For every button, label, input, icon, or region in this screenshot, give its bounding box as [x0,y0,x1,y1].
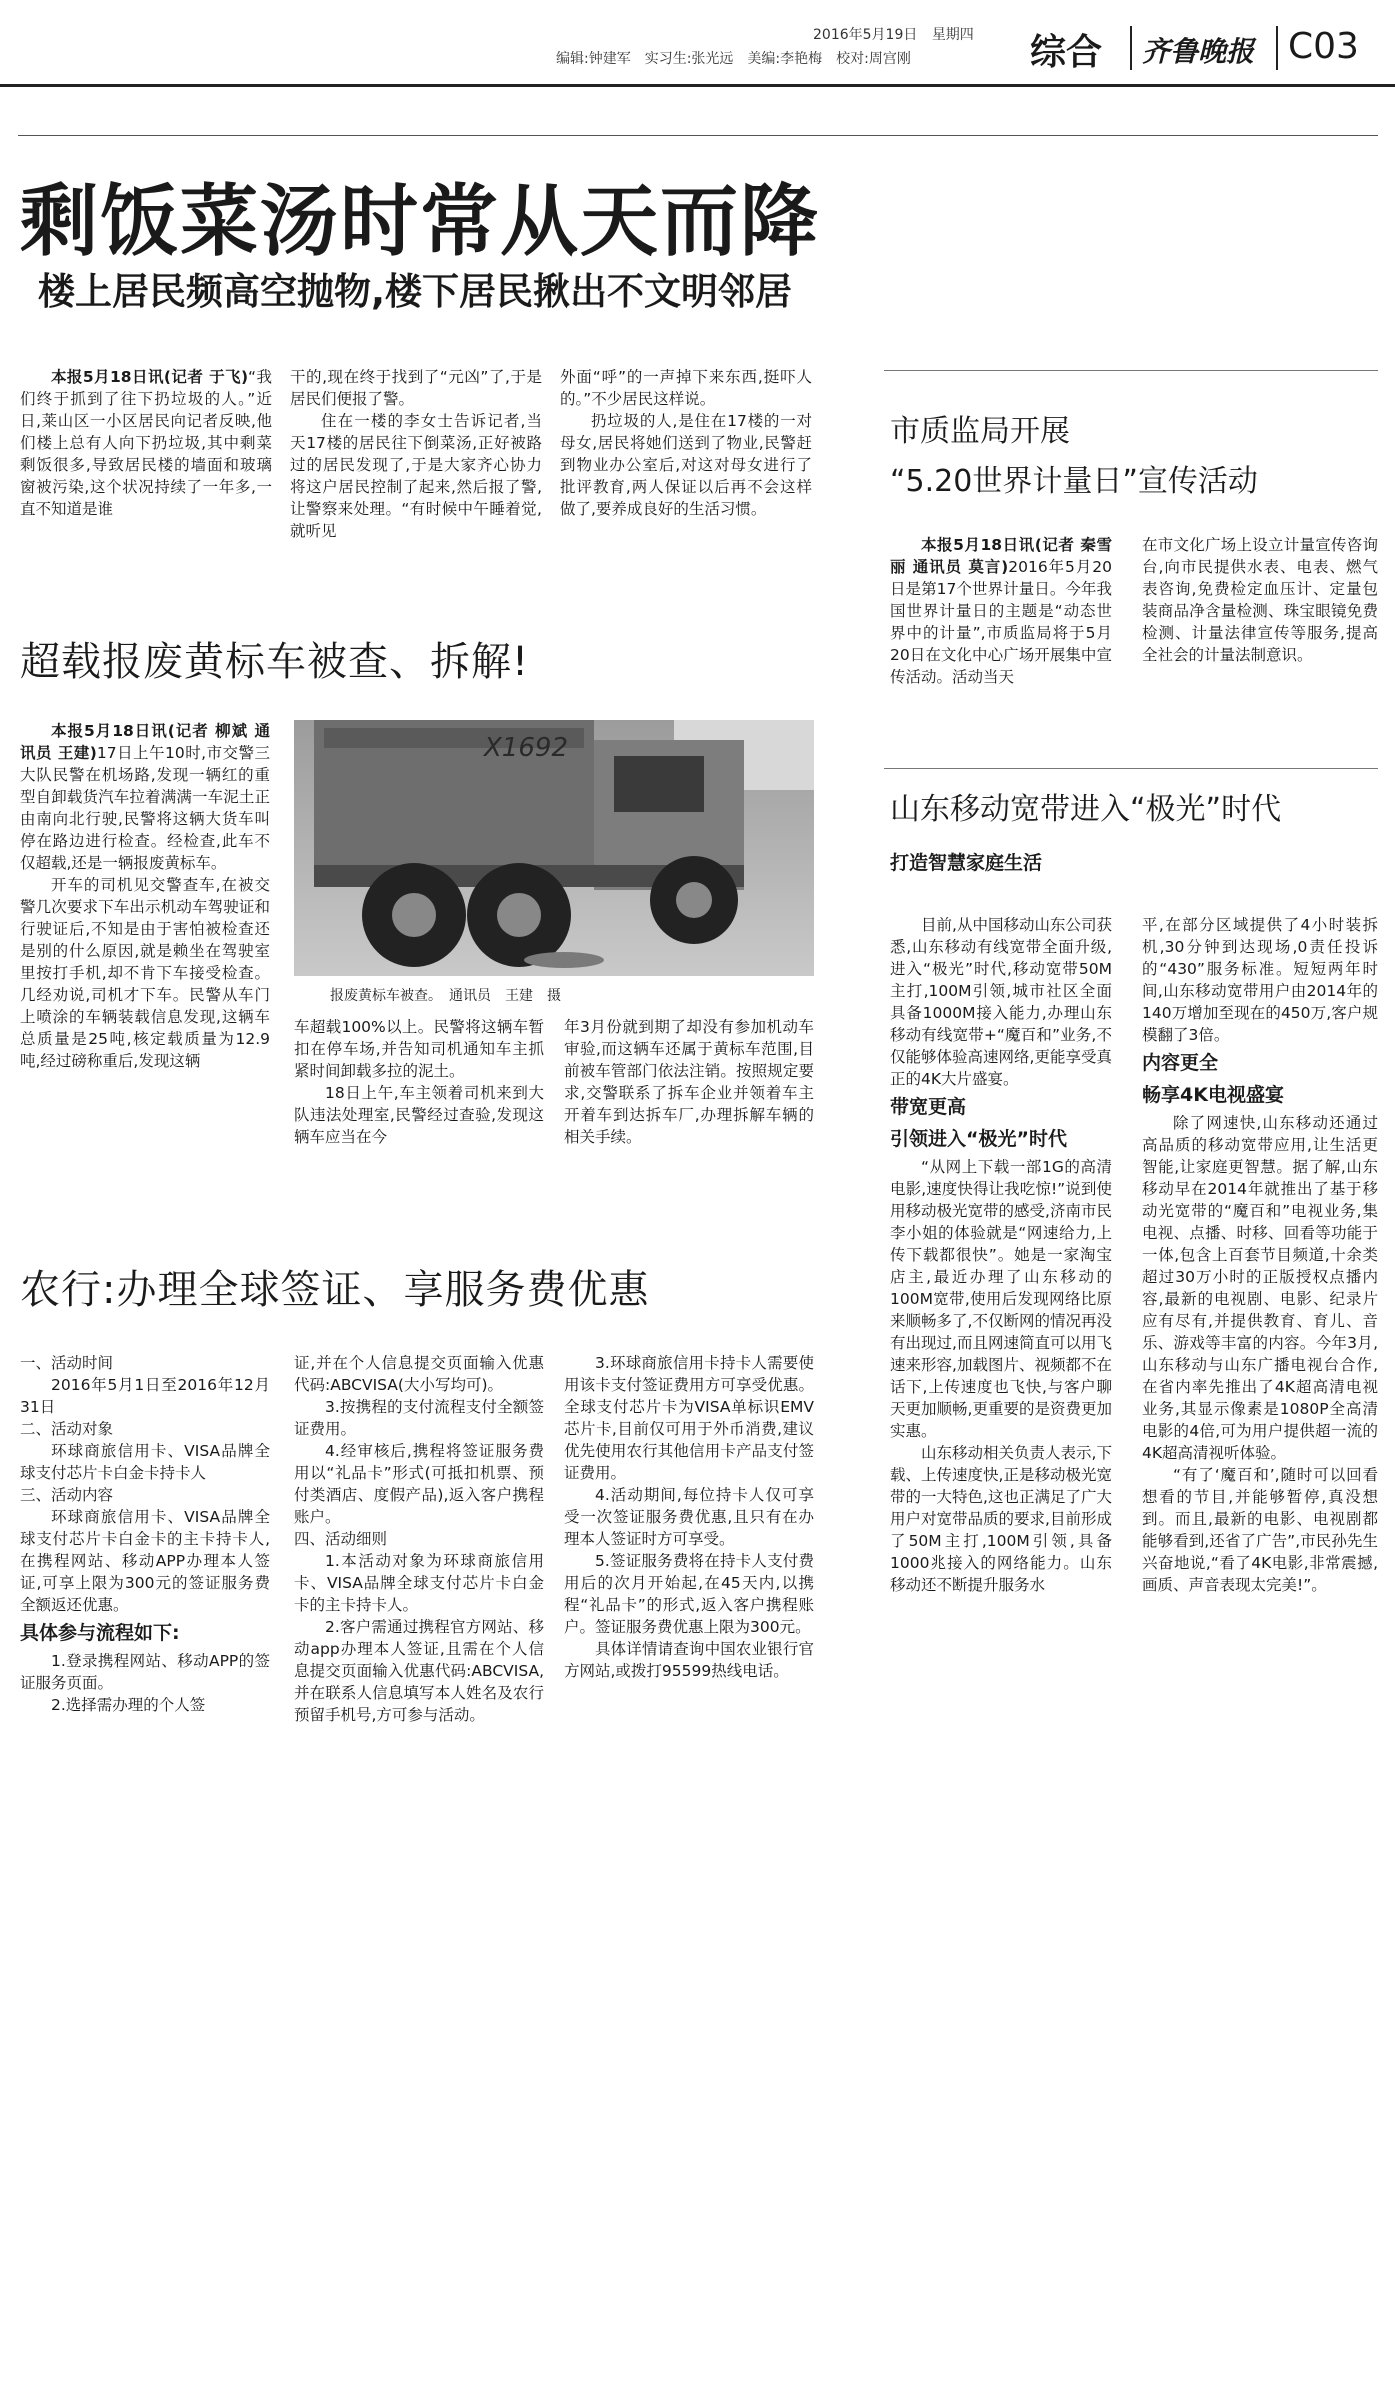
story3-c3-p0: 3.环球商旅信用卡持卡人需要使用该卡支付签证费用方可享受优惠。全球支付芯片卡为VISA单标识EMV芯片卡,目前仅可用于外币消费,建议优先使用农行其他信用卡产品支付签证费用。 [564,1354,814,1482]
story4-text-2: 在市文化广场上设立计量宣传咨询台,向市民提供水表、电表、燃气表咨询,免费检定血压计、定量包装商品净含量检测、珠宝眼镜免费检测、计量法律宣传等服务,提高全社会的计量法制意识。 [1142,536,1378,664]
story2-text-3a: 年3月份就到期了却没有参加机动车审验,而这辆车还属于黄标车范围,目前被车管部门依法注销。按照规定要求,交警联系了拆车企业并领着车主开着车到达拆车厂,办理拆解车辆的相关手续。 [564,1018,814,1146]
story3-c1-tail1: 2.选择需办理的个人签 [51,1696,206,1714]
photo-caption: 报废黄标车被查。 通讯员 王建 摄 [330,988,561,1004]
section-name: 综合 [1030,32,1103,73]
staff-credits: 编辑:钟建军 实习生:张光远 美编:李艳梅 校对:周宫刚 [556,51,911,67]
lead-text-2a: 干的,现在终于找到了“元凶”了,于是居民们便报了警。 [290,368,542,408]
header-divider-2 [1276,26,1278,70]
story5-text-2b: 除了网速快,山东移动还通过高品质的移动宽带应用,让生活更智能,让家庭更智慧。据了解,山东移动早在2014年就推出了基于移动光宽带的“魔百和”电视业务,集电视、点播、时移、回看等功能于一体,包含上百套节目频道,十余类超过30万小时的正版授权点播内容,最新的电视剧、电影、纪录片应有尽有,并提供教育、育儿、音乐、游戏等丰富的内容。今年3月,山东移动与山东广播电视台合作,在省内率先推出了4K超高清电视业务,其显示像素是1080P全高清电影的4倍,可为用户提供超一流的4K超高清视听体验。 [1142,1114,1378,1462]
date: 2016年5月19日 [813,27,918,43]
story3-c1-p4: 三、活动内容 [20,1486,114,1504]
story3-c1-p0: 一、活动时间 [20,1354,114,1372]
story3-c1-p5: 环球商旅信用卡、VISA品牌全球支付芯片卡白金卡的主卡持卡人,在携程网站、移动APP办理本人签证,可享上限为300元的签证服务费全额返还优惠。 [20,1508,270,1614]
story3-c1-p1: 2016年5月1日至2016年12月31日 [20,1376,270,1416]
story3-c2-p1: 3.按携程的支付流程支付全额签证费用。 [294,1398,544,1438]
story4-col-2 [1142,534,1378,724]
page-number: C03 [1288,26,1359,67]
truck-plate-text: X1692 [484,733,568,763]
lead-subheadline: 楼上居民频高空抛物,楼下居民揪出不文明邻居 [38,270,793,313]
issue-date [813,24,974,44]
lead-col-3 [560,366,812,566]
story2-byline: 本报5月18日讯(记者 柳斌 通讯员 王建) [20,722,270,762]
truck-photo [294,720,814,976]
story4-text-1: 2016年5月20日是第17个世界计量日。今年我国世界计量日的主题是“动态世界中的计量”,市质监局将于5月20日在文化中心广场开展集中宣传活动。活动当天 [890,558,1112,686]
lead-text-3b: 扔垃圾的人,是住在17楼的一对母女,居民将她们送到了物业,民警赶到物业办公室后,对这对母女进行了批评教育,两人保证以后再不会这样做了,要养成良好的生活习惯。 [560,412,812,518]
story3-c2-p4: 1.本活动对象为环球商旅信用卡、VISA品牌全球支付芯片卡白金卡的主卡持卡人。 [294,1552,544,1614]
story5-col-2 [1142,914,1378,1854]
truck-photo-illustration [294,720,814,976]
story4-headline-2: “5.20世界计量日”宣传活动 [890,464,1258,499]
story3-col-1 [20,1352,270,1872]
lead-byline: 本报5月18日讯(记者 于飞) [51,368,249,386]
story3-col-3 [564,1352,814,1872]
story3-c3-p1: 4.活动期间,每位持卡人仅可享受一次签证服务费优惠,且只有在办理本人签证时方可享受。 [564,1486,814,1548]
story3-c1-p2: 二、活动对象 [20,1420,114,1438]
lead-text-3a: 外面“呼”的一声掉下来东西,挺吓人的。”不少居民这样说。 [560,368,812,408]
story2-text-1b: 开车的司机见交警查车,在被交警几次要求下车出示机动车驾驶证和行驶证后,不知是由于害怕被检查还是别的什么原因,就是赖坐在驾驶室里按打手机,却不肯下车接受检查。几经劝说,司机才下车。民警从车门上喷涂的车辆装载信息发现,这辆车总质量是25吨,核定载质量为12.9吨,经过磅称重后,发现这辆 [20,876,270,1070]
story4-byline: 本报5月18日讯(记者 秦雪丽 通讯员 莫言) [890,536,1112,576]
weekday: 星期四 [931,27,974,43]
story2-text-2a: 车超载100%以上。民警将这辆车暂扣在停车场,并告知司机通知车主抓紧时间卸载多拉的泥土。 [294,1018,544,1080]
story3-c2-p5: 2.客户需通过携程官方网站、移动app办理本人签证,且需在个人信息提交页面输入优惠代码:ABCVISA,并在联系人信息填写本人姓名及农行预留手机号,方可参与活动。 [294,1618,544,1724]
story3-c2-p3: 四、活动细则 [294,1530,388,1548]
header-rule [0,84,1395,87]
story4-headline-1: 市质监局开展 [890,414,1070,449]
story5-sub2a: 内容更全 [1142,1052,1219,1074]
lead-text-2b: 住在一楼的李女士告诉记者,当天17楼的居民往下倒菜汤,正好被路过的居民发现了,于是大家齐心协力将这户居民控制了起来,然后报了警,让警察来处理。“有时候中午睡着觉,就听见 [290,412,542,540]
story3-subhead: 具体参与流程如下: [20,1622,180,1644]
story2-text-2b: 18日上午,车主领着司机来到大队违法处理室,民警经过查验,发现这辆车应当在今 [294,1084,544,1146]
story5-headline: 山东移动宽带进入“极光”时代 [890,792,1282,827]
story4-col-1 [890,534,1112,724]
header-divider [1130,26,1132,70]
story5-sub1b: 引领进入“极光”时代 [890,1128,1067,1150]
story5-text-1b: “从网上下载一部1G的高清电影,速度快得让我吃惊!”说到使用移动极光宽带的感受,济南市民李小姐的体验就是“网速给力,上传下载都很快”。她是一家淘宝店主,最近办理了山东移动的100M宽带,使用后发现网络比原来顺畅多了,不仅断网的情况再没有出现过,而且网速简直可以用飞速来形容,加载图片、视频都不在话下,上传速度也飞快,与客户聊天更加顺畅,更重要的是资费更加实惠。 [890,1158,1112,1440]
story2-col-3 [564,1016,814,1192]
story3-c1-tail0: 1.登录携程网站、移动APP的签证服务页面。 [20,1652,270,1692]
lead-col-1 [20,366,272,566]
lead-col-2 [290,366,542,566]
story2-col-1 [20,720,270,1190]
right-rule-1 [884,370,1378,371]
story3-c1-p3: 环球商旅信用卡、VISA品牌全球支付芯片卡白金卡持卡人 [20,1442,270,1482]
newspaper-logo: 齐鲁晚报 [1142,35,1255,68]
story5-sub2b: 畅享4K电视盛宴 [1142,1084,1284,1106]
story2-col-2 [294,1016,544,1192]
story3-c3-p2: 5.签证服务费将在持卡人支付费用后的次月开始起,在45天内,以携程“礼品卡”的形式,返入客户携程账户。签证服务费优惠上限为300元。 [564,1552,814,1636]
story3-headline: 农行:办理全球签证、享服务费优惠 [20,1267,650,1313]
right-rule-2 [884,768,1378,769]
story3-c3-p3: 具体详情请查询中国农业银行官方网站,或拨打95599热线电话。 [564,1640,814,1680]
story5-text-1c: 山东移动相关负责人表示,下载、上传速度快,正是移动极光宽带的一大特色,这也正满足了广大用户对宽带品质的要求,目前形成了50M主打,100M引领,具备1000兆接入的网络能力。山东移动还不断提升服务水 [890,1444,1112,1594]
story3-c2-p2: 4.经审核后,携程将签证服务费用以“礼品卡”形式(可抵扣机票、预付类酒店、度假产品),返入客户携程账户。 [294,1442,544,1526]
story5-col-1 [890,914,1112,1854]
story5-sub1a: 带宽更高 [890,1096,967,1118]
story5-subheadline: 打造智慧家庭生活 [890,852,1043,874]
title-rule [18,135,1378,136]
story3-c2-p0: 证,并在个人信息提交页面输入优惠代码:ABCVISA(大小写均可)。 [294,1354,544,1394]
story2-text-1a: 17日上午10时,市交警三大队民警在机场路,发现一辆红的重型自卸载货汽车拉着满满一车泥土正由南向北行驶,民警将这辆大货车叫停在路边进行检查。经检查,此车不仅超载,还是一辆报废黄标车。 [20,744,270,872]
lead-headline: 剩饭菜汤时常从天而降 [20,177,821,267]
story2-headline: 超载报废黄标车被查、拆解! [20,639,530,685]
story5-text-2c: “有了‘魔百和’,随时可以回看想看的节目,并能够暂停,真没想到。而且,最新的电影、电视剧都能够看到,还省了广告”,市民孙先生兴奋地说,“看了4K电影,非常震撼,画质、声音表现太完美!”。 [1142,1466,1378,1594]
story5-text-2a: 平,在部分区域提供了4小时装拆机,30分钟到达现场,0责任投诉的“430”服务标准。短短两年时间,山东移动宽带用户由2014年的140万增加至现在的450万,客户规模翻了3倍。 [1142,916,1378,1044]
story3-col-2 [294,1352,544,1872]
story5-text-1a: 目前,从中国移动山东公司获悉,山东移动有线宽带全面升级,进入“极光”时代,移动宽带50M主打,100M引领,城市社区全面具备1000M接入能力,办理山东移动有线宽带+“魔百和”业务,不仅能够体验高速网络,更能享受真正的4K大片盛宴。 [890,916,1112,1088]
lead-text-1: “我们终于抓到了往下扔垃圾的人。”近日,莱山区一小区居民向记者反映,他们楼上总有人向下扔垃圾,其中剩菜剩饭很多,导致居民楼的墙面和玻璃窗被污染,这个状况持续了一年多,一直不知道是谁 [20,368,272,518]
